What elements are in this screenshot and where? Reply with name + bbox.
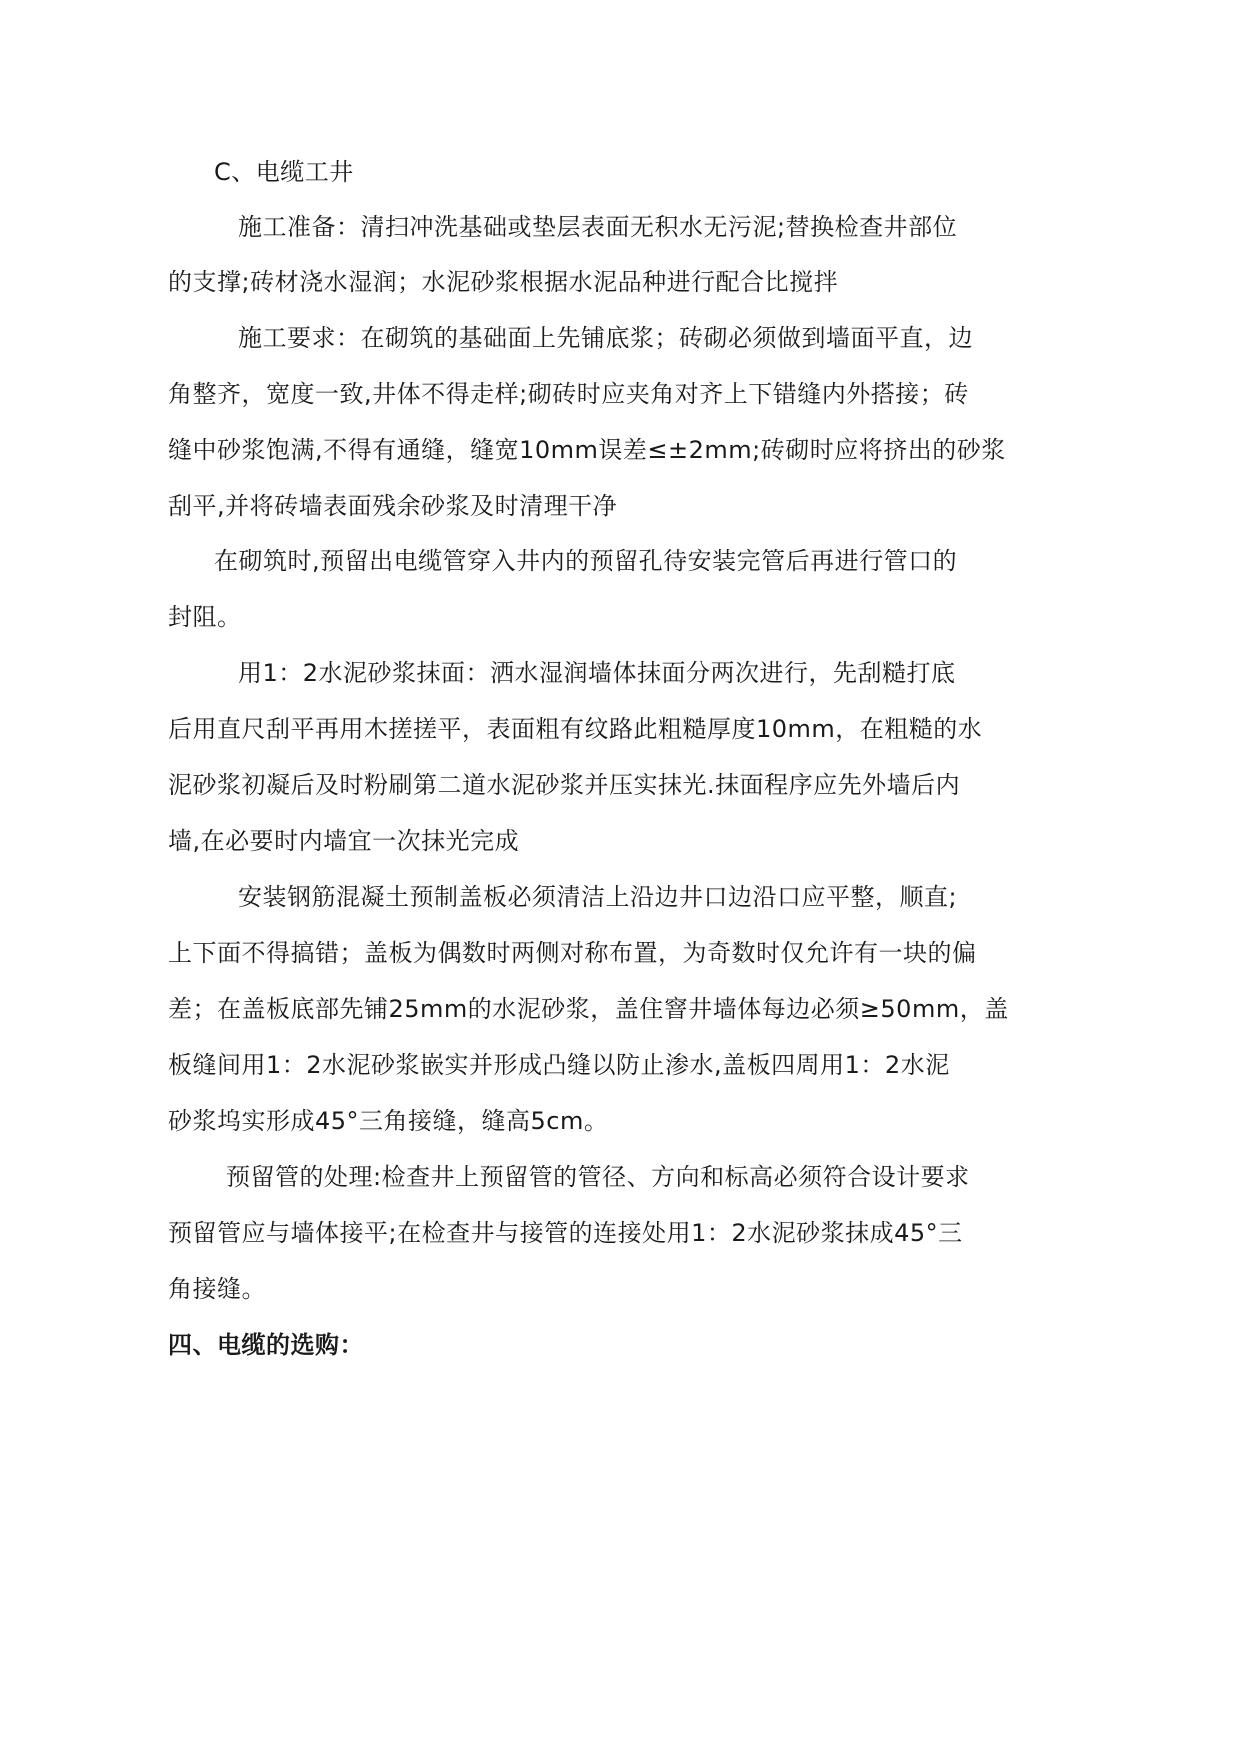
paragraph-reserve-line: 封阻。 xyxy=(168,603,242,631)
paragraph-requirements-line: 缝中砂浆饱满,不得有通缝，缝宽10mm误差≤±2mm;砖砌时应将挤出的砂浆 xyxy=(168,436,1006,464)
paragraph-cover-line: 板缝间用1：2水泥砂浆嵌实并形成凸缝以防止渗水,盖板四周用1：2水泥 xyxy=(168,1051,950,1079)
paragraph-requirements-line: 角整齐，宽度一致,井体不得走样;砌砖时应夹角对齐上下错缝内外搭接；砖 xyxy=(168,380,969,408)
paragraph-plaster-line: 墙,在必要时内墙宜一次抹光完成 xyxy=(168,827,520,855)
section-four-heading: 四、电缆的选购： xyxy=(168,1331,364,1359)
paragraph-cover-line: 安装钢筋混凝土预制盖板必须清洁上沿边井口边沿口应平整，顺直; xyxy=(238,883,958,911)
paragraph-pipe-line: 预留管的处理:检查井上预留管的管径、方向和标高必须符合设计要求 xyxy=(226,1163,970,1191)
paragraph-cover-line: 上下面不得搞错；盖板为偶数时两侧对称布置，为奇数时仅允许有一块的偏 xyxy=(168,939,977,967)
paragraph-plaster-line: 用1：2水泥砂浆抹面：洒水湿润墙体抹面分两次进行，先刮糙打底 xyxy=(238,659,956,687)
paragraph-plaster-line: 泥砂浆初凝后及时粉刷第二道水泥砂浆并压实抹光.抹面程序应先外墙后内 xyxy=(168,771,961,799)
paragraph-plaster-line: 后用直尺刮平再用木搓搓平，表面粗有纹路此粗糙厚度10mm，在粗糙的水 xyxy=(168,715,983,743)
paragraph-requirements-line: 刮平,并将砖墙表面残余砂浆及时清理干净 xyxy=(168,492,618,520)
section-c-heading: C、电缆工井 xyxy=(214,158,354,186)
paragraph-cover-line: 差；在盖板底部先铺25mm的水泥砂浆，盖住窨井墙体每边必须≥50mm，盖 xyxy=(168,995,1009,1023)
paragraph-reserve-line: 在砌筑时,预留出电缆管穿入井内的预留孔待安装完管后再进行管口的 xyxy=(214,547,958,575)
paragraph-preparation-line: 的支撑;砖材浇水湿润；水泥砂浆根据水泥品种进行配合比搅拌 xyxy=(168,268,839,296)
paragraph-pipe-line: 角接缝。 xyxy=(168,1275,266,1303)
paragraph-preparation-line: 施工准备：清扫冲洗基础或垫层表面无积水无污泥;替换检查井部位 xyxy=(238,213,958,241)
paragraph-pipe-line: 预留管应与墙体接平;在检查井与接管的连接处用1：2水泥砂浆抹成45°三 xyxy=(168,1219,963,1247)
paragraph-requirements-line: 施工要求：在砌筑的基础面上先铺底浆；砖砌必须做到墙面平直，边 xyxy=(238,324,973,352)
paragraph-cover-line: 砂浆坞实形成45°三角接缝，缝高5cm。 xyxy=(168,1107,609,1135)
